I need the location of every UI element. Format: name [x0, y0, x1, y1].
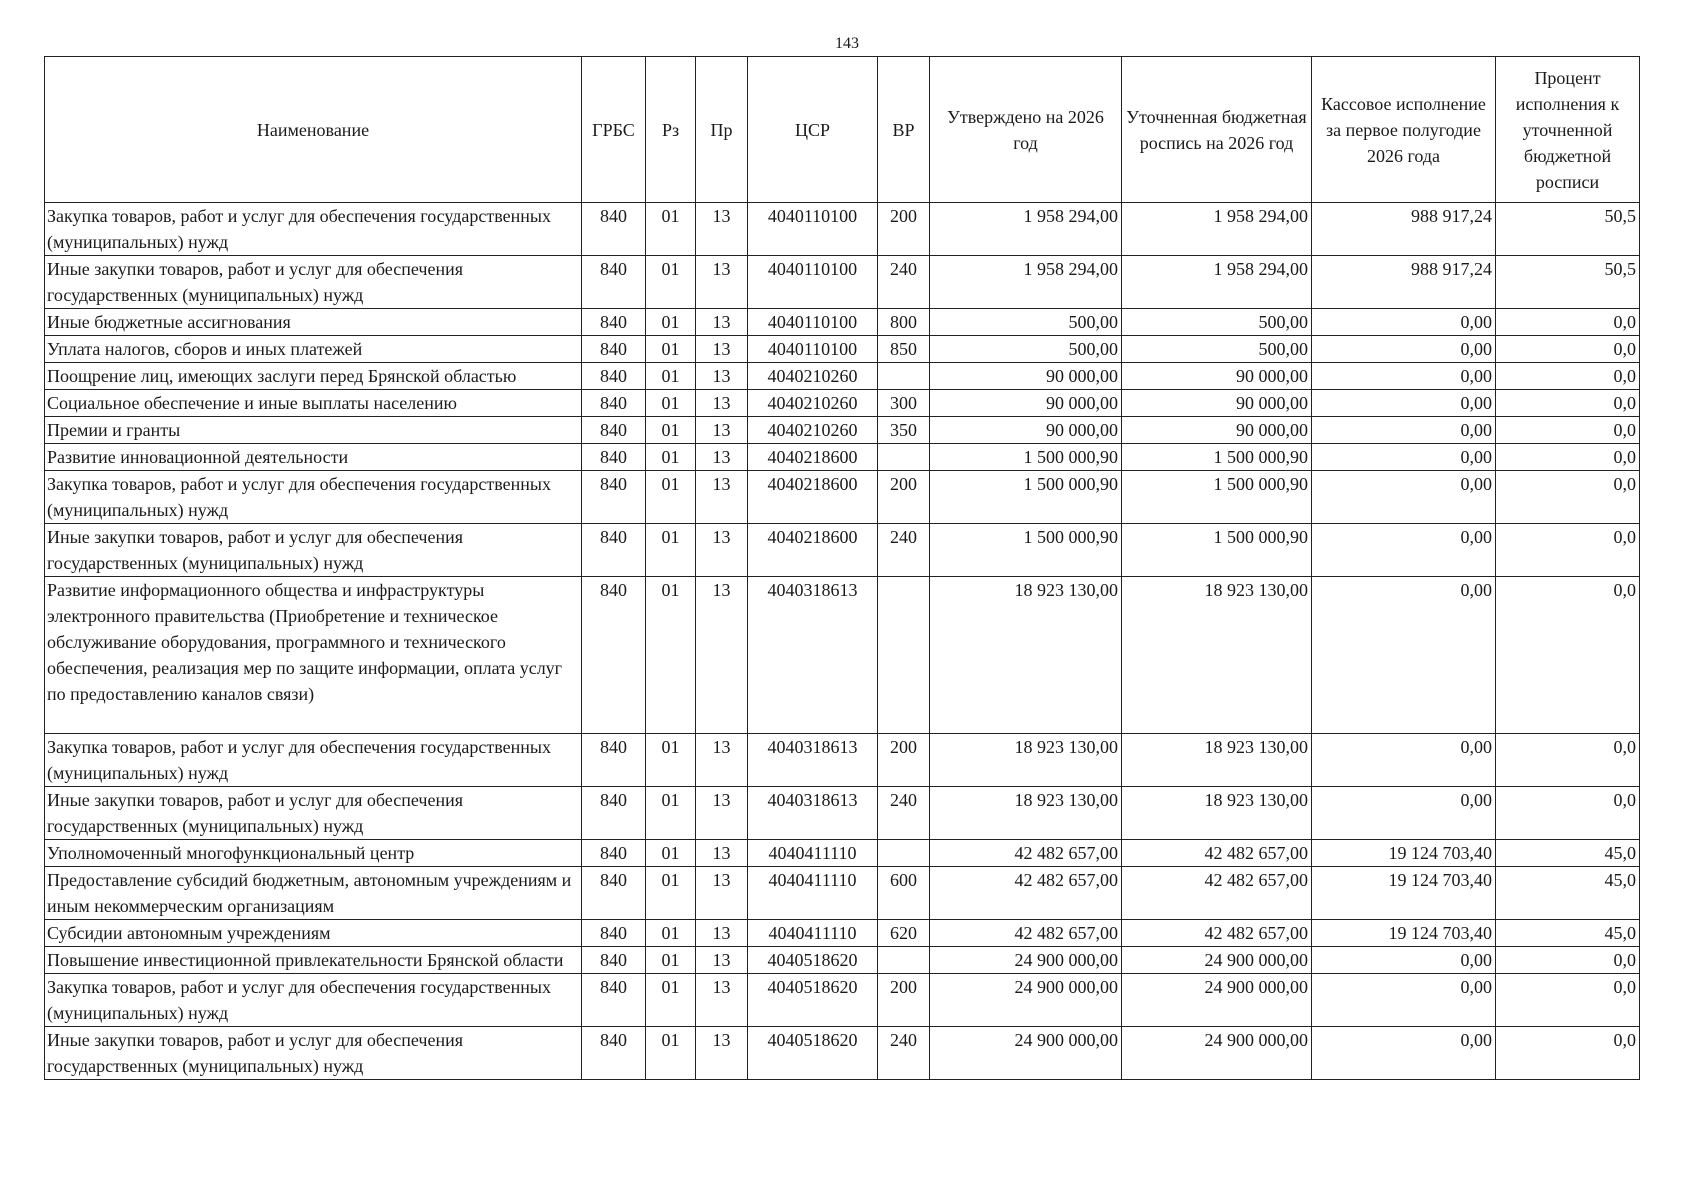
cell-rz: 01: [646, 920, 696, 947]
cell-refined: 1 500 000,90: [1122, 471, 1312, 524]
cell-pr: 13: [696, 867, 748, 920]
cell-vr: 300: [878, 390, 930, 417]
cell-percent: 0,0: [1496, 309, 1640, 336]
cell-rz: 01: [646, 444, 696, 471]
cell-percent: 0,0: [1496, 947, 1640, 974]
cell-vr: 850: [878, 336, 930, 363]
cell-vr: 240: [878, 787, 930, 840]
header-row: [45, 57, 1640, 203]
cell-percent: 0,0: [1496, 974, 1640, 1027]
cell-approved: 24 900 000,00: [930, 947, 1122, 974]
header-vr: ВР: [878, 57, 930, 203]
table-row: [45, 1027, 1640, 1080]
cell-name: Иные закупки товаров, работ и услуг для обеспечения государственных (муниципальных) нужд: [45, 256, 582, 309]
cell-percent: 0,0: [1496, 524, 1640, 577]
cell-name: Уплата налогов, сборов и иных платежей: [45, 336, 582, 363]
cell-vr: 200: [878, 471, 930, 524]
cell-percent: 0,0: [1496, 1027, 1640, 1080]
cell-approved: 1 958 294,00: [930, 256, 1122, 309]
cell-refined: 1 500 000,90: [1122, 524, 1312, 577]
table-row: [45, 471, 1640, 524]
cell-rz: 01: [646, 417, 696, 444]
cell-rz: 01: [646, 734, 696, 787]
cell-pr: 13: [696, 417, 748, 444]
cell-refined: 42 482 657,00: [1122, 867, 1312, 920]
cell-csr: 4040318613: [748, 734, 878, 787]
cell-vr: [878, 363, 930, 390]
cell-percent: 45,0: [1496, 840, 1640, 867]
cell-cash: 0,00: [1312, 336, 1496, 363]
cell-grbs: 840: [582, 947, 646, 974]
cell-vr: 240: [878, 524, 930, 577]
cell-refined: 18 923 130,00: [1122, 734, 1312, 787]
cell-pr: 13: [696, 309, 748, 336]
cell-grbs: 840: [582, 920, 646, 947]
table-row: [45, 524, 1640, 577]
cell-rz: 01: [646, 336, 696, 363]
cell-grbs: 840: [582, 524, 646, 577]
cell-csr: 4040210260: [748, 363, 878, 390]
cell-approved: 42 482 657,00: [930, 920, 1122, 947]
cell-percent: 0,0: [1496, 787, 1640, 840]
header-grbs: ГРБС: [582, 57, 646, 203]
cell-cash: 0,00: [1312, 444, 1496, 471]
cell-refined: 500,00: [1122, 336, 1312, 363]
table-row: [45, 336, 1640, 363]
cell-rz: 01: [646, 947, 696, 974]
cell-grbs: 840: [582, 390, 646, 417]
cell-percent: 0,0: [1496, 734, 1640, 787]
cell-approved: 1 958 294,00: [930, 203, 1122, 256]
cell-vr: [878, 444, 930, 471]
cell-name: Закупка товаров, работ и услуг для обеспечения государственных (муниципальных) нужд: [45, 974, 582, 1027]
header-pr: Пр: [696, 57, 748, 203]
cell-percent: 45,0: [1496, 867, 1640, 920]
cell-grbs: 840: [582, 787, 646, 840]
cell-approved: 1 500 000,90: [930, 524, 1122, 577]
cell-cash: 0,00: [1312, 524, 1496, 577]
cell-pr: 13: [696, 390, 748, 417]
cell-cash: 0,00: [1312, 363, 1496, 390]
cell-grbs: 840: [582, 867, 646, 920]
cell-percent: 0,0: [1496, 417, 1640, 444]
cell-csr: 4040110100: [748, 203, 878, 256]
table-row: [45, 577, 1640, 734]
page-number: 143: [835, 35, 859, 52]
cell-name: Премии и гранты: [45, 417, 582, 444]
cell-name: Развитие инновационной деятельности: [45, 444, 582, 471]
cell-percent: 50,5: [1496, 203, 1640, 256]
cell-percent: 0,0: [1496, 390, 1640, 417]
table-body: [45, 203, 1640, 1080]
cell-grbs: 840: [582, 840, 646, 867]
cell-grbs: 840: [582, 734, 646, 787]
cell-vr: 800: [878, 309, 930, 336]
cell-percent: 0,0: [1496, 336, 1640, 363]
cell-cash: 19 124 703,40: [1312, 867, 1496, 920]
cell-percent: 0,0: [1496, 363, 1640, 390]
cell-name: Предоставление субсидий бюджетным, автономным учреждениям и иным некоммерческим организациям: [45, 867, 582, 920]
table-row: [45, 390, 1640, 417]
cell-csr: 4040318613: [748, 787, 878, 840]
cell-vr: 600: [878, 867, 930, 920]
cell-vr: [878, 947, 930, 974]
cell-csr: 4040210260: [748, 390, 878, 417]
cell-percent: 0,0: [1496, 444, 1640, 471]
cell-approved: 500,00: [930, 336, 1122, 363]
cell-grbs: 840: [582, 471, 646, 524]
cell-cash: 0,00: [1312, 309, 1496, 336]
cell-csr: 4040411110: [748, 840, 878, 867]
cell-grbs: 840: [582, 363, 646, 390]
cell-refined: 18 923 130,00: [1122, 577, 1312, 734]
cell-csr: 4040411110: [748, 920, 878, 947]
table-row: [45, 309, 1640, 336]
cell-approved: 18 923 130,00: [930, 787, 1122, 840]
cell-approved: 24 900 000,00: [930, 1027, 1122, 1080]
cell-name: Социальное обеспечение и иные выплаты населению: [45, 390, 582, 417]
cell-approved: 18 923 130,00: [930, 734, 1122, 787]
header-csr: ЦСР: [748, 57, 878, 203]
header-name: Наименование: [45, 57, 582, 203]
cell-rz: 01: [646, 203, 696, 256]
cell-grbs: 840: [582, 417, 646, 444]
cell-grbs: 840: [582, 256, 646, 309]
header-rz: Рз: [646, 57, 696, 203]
cell-refined: 18 923 130,00: [1122, 787, 1312, 840]
cell-approved: 90 000,00: [930, 417, 1122, 444]
table-row: [45, 947, 1640, 974]
cell-refined: 1 958 294,00: [1122, 203, 1312, 256]
cell-pr: 13: [696, 577, 748, 734]
cell-vr: 240: [878, 256, 930, 309]
cell-rz: 01: [646, 577, 696, 734]
table-row: [45, 840, 1640, 867]
cell-pr: 13: [696, 787, 748, 840]
cell-refined: 24 900 000,00: [1122, 974, 1312, 1027]
table-row: [45, 417, 1640, 444]
cell-cash: 0,00: [1312, 787, 1496, 840]
header-percent: Процент исполнения к уточненной бюджетной росписи: [1496, 57, 1640, 203]
cell-name: Иные закупки товаров, работ и услуг для обеспечения государственных (муниципальных) нужд: [45, 524, 582, 577]
cell-cash: 19 124 703,40: [1312, 840, 1496, 867]
table-row: [45, 256, 1640, 309]
cell-csr: 4040110100: [748, 309, 878, 336]
header-approved: Утверждено на 2026 год: [930, 57, 1122, 203]
cell-name: Иные бюджетные ассигнования: [45, 309, 582, 336]
cell-cash: 0,00: [1312, 577, 1496, 734]
cell-percent: 0,0: [1496, 577, 1640, 734]
cell-rz: 01: [646, 256, 696, 309]
cell-cash: 988 917,24: [1312, 203, 1496, 256]
cell-cash: 19 124 703,40: [1312, 920, 1496, 947]
table-row: [45, 203, 1640, 256]
cell-pr: 13: [696, 256, 748, 309]
cell-vr: 200: [878, 203, 930, 256]
cell-cash: 0,00: [1312, 947, 1496, 974]
cell-percent: 50,5: [1496, 256, 1640, 309]
cell-rz: 01: [646, 974, 696, 1027]
cell-grbs: 840: [582, 203, 646, 256]
cell-vr: 350: [878, 417, 930, 444]
cell-name: Закупка товаров, работ и услуг для обеспечения государственных (муниципальных) нужд: [45, 471, 582, 524]
cell-refined: 42 482 657,00: [1122, 920, 1312, 947]
cell-approved: 1 500 000,90: [930, 444, 1122, 471]
cell-pr: 13: [696, 840, 748, 867]
cell-approved: 42 482 657,00: [930, 840, 1122, 867]
cell-percent: 45,0: [1496, 920, 1640, 947]
cell-pr: 13: [696, 203, 748, 256]
cell-pr: 13: [696, 920, 748, 947]
cell-pr: 13: [696, 471, 748, 524]
cell-csr: 4040110100: [748, 256, 878, 309]
cell-rz: 01: [646, 471, 696, 524]
cell-rz: 01: [646, 840, 696, 867]
cell-approved: 90 000,00: [930, 390, 1122, 417]
cell-grbs: 840: [582, 974, 646, 1027]
cell-vr: 240: [878, 1027, 930, 1080]
cell-pr: 13: [696, 336, 748, 363]
cell-vr: [878, 840, 930, 867]
table-row: [45, 867, 1640, 920]
cell-rz: 01: [646, 1027, 696, 1080]
table-row: [45, 920, 1640, 947]
cell-pr: 13: [696, 1027, 748, 1080]
budget-table: [44, 56, 1640, 1080]
cell-pr: 13: [696, 444, 748, 471]
cell-percent: 0,0: [1496, 471, 1640, 524]
cell-grbs: 840: [582, 444, 646, 471]
cell-cash: 0,00: [1312, 471, 1496, 524]
cell-csr: 4040218600: [748, 444, 878, 471]
cell-csr: 4040218600: [748, 471, 878, 524]
cell-grbs: 840: [582, 309, 646, 336]
table-row: [45, 444, 1640, 471]
cell-pr: 13: [696, 974, 748, 1027]
cell-cash: 0,00: [1312, 1027, 1496, 1080]
cell-approved: 90 000,00: [930, 363, 1122, 390]
cell-vr: 200: [878, 734, 930, 787]
cell-csr: 4040518620: [748, 947, 878, 974]
cell-rz: 01: [646, 867, 696, 920]
cell-cash: 0,00: [1312, 734, 1496, 787]
cell-refined: 1 958 294,00: [1122, 256, 1312, 309]
cell-csr: 4040210260: [748, 417, 878, 444]
cell-grbs: 840: [582, 577, 646, 734]
cell-approved: 500,00: [930, 309, 1122, 336]
cell-pr: 13: [696, 524, 748, 577]
cell-csr: 4040411110: [748, 867, 878, 920]
cell-pr: 13: [696, 363, 748, 390]
cell-cash: 0,00: [1312, 974, 1496, 1027]
cell-csr: 4040518620: [748, 1027, 878, 1080]
cell-csr: 4040110100: [748, 336, 878, 363]
cell-pr: 13: [696, 734, 748, 787]
cell-name: Иные закупки товаров, работ и услуг для обеспечения государственных (муниципальных) нужд: [45, 1027, 582, 1080]
cell-rz: 01: [646, 390, 696, 417]
cell-name: Уполномоченный многофункциональный центр: [45, 840, 582, 867]
cell-refined: 90 000,00: [1122, 390, 1312, 417]
cell-csr: 4040218600: [748, 524, 878, 577]
cell-refined: 42 482 657,00: [1122, 840, 1312, 867]
cell-vr: [878, 577, 930, 734]
cell-approved: 18 923 130,00: [930, 577, 1122, 734]
cell-rz: 01: [646, 787, 696, 840]
cell-rz: 01: [646, 309, 696, 336]
cell-pr: 13: [696, 947, 748, 974]
cell-refined: 1 500 000,90: [1122, 444, 1312, 471]
cell-cash: 0,00: [1312, 390, 1496, 417]
cell-cash: 0,00: [1312, 417, 1496, 444]
cell-refined: 90 000,00: [1122, 363, 1312, 390]
cell-rz: 01: [646, 524, 696, 577]
cell-name: Повышение инвестиционной привлекательности Брянской области: [45, 947, 582, 974]
table-row: [45, 734, 1640, 787]
cell-name: Закупка товаров, работ и услуг для обеспечения государственных (муниципальных) нужд: [45, 203, 582, 256]
cell-rz: 01: [646, 363, 696, 390]
cell-csr: 4040518620: [748, 974, 878, 1027]
table-row: [45, 787, 1640, 840]
cell-vr: 200: [878, 974, 930, 1027]
table-row: [45, 974, 1640, 1027]
cell-name: Закупка товаров, работ и услуг для обеспечения государственных (муниципальных) нужд: [45, 734, 582, 787]
cell-name: Иные закупки товаров, работ и услуг для обеспечения государственных (муниципальных) нужд: [45, 787, 582, 840]
cell-name: Поощрение лиц, имеющих заслуги перед Брянской областью: [45, 363, 582, 390]
cell-refined: 24 900 000,00: [1122, 947, 1312, 974]
cell-grbs: 840: [582, 336, 646, 363]
cell-grbs: 840: [582, 1027, 646, 1080]
cell-refined: 500,00: [1122, 309, 1312, 336]
cell-cash: 988 917,24: [1312, 256, 1496, 309]
cell-refined: 90 000,00: [1122, 417, 1312, 444]
cell-vr: 620: [878, 920, 930, 947]
cell-approved: 42 482 657,00: [930, 867, 1122, 920]
cell-name: Субсидии автономным учреждениям: [45, 920, 582, 947]
table-row: [45, 363, 1640, 390]
cell-approved: 1 500 000,90: [930, 471, 1122, 524]
cell-refined: 24 900 000,00: [1122, 1027, 1312, 1080]
header-cash: Кассовое исполнение за первое полугодие 2026 года: [1312, 57, 1496, 203]
cell-approved: 24 900 000,00: [930, 974, 1122, 1027]
header-refined: Уточненная бюджетная роспись на 2026 год: [1122, 57, 1312, 203]
cell-csr: 4040318613: [748, 577, 878, 734]
cell-name: Развитие информационного общества и инфраструктуры электронного правительства (Приобретение и техническое обслуживание оборудования, программного и технического обеспечения, реализация мер по защите информации, оплата услуг по предоставлению каналов связи): [45, 577, 582, 734]
